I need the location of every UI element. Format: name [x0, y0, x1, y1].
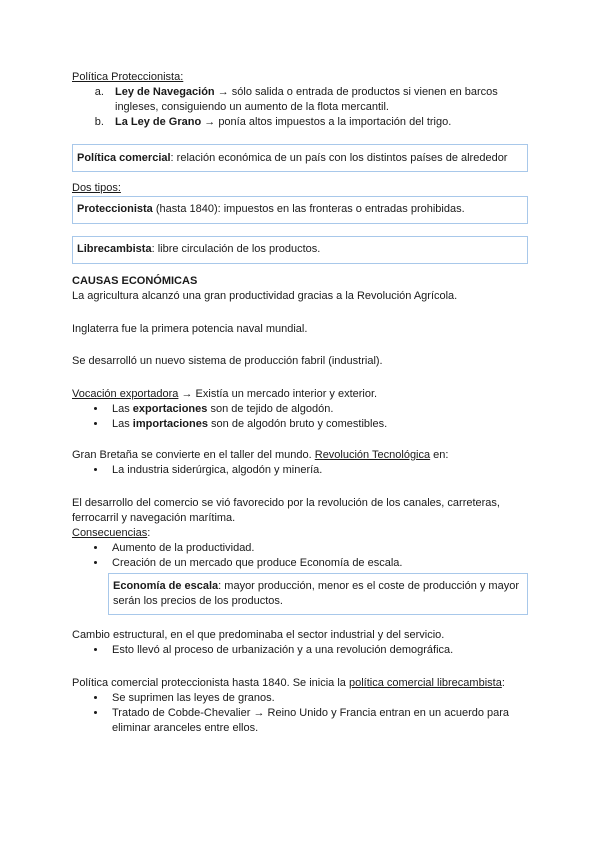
- list-item: • Esto llevó al proceso de urbanización y a una revolución demográfica.: [107, 643, 532, 658]
- list-item: b. La Ley de Grano → ponía altos impuestos a la importación del trigo.: [107, 115, 532, 130]
- section-heading-causas: CAUSAS ECONÓMICAS: [72, 275, 198, 287]
- consecuencias-title: Consecuencias:: [72, 527, 151, 539]
- definition-box-economia-escala: Economía de escala: mayor producción, menor es el coste de producción y mayor serán los precios de los productos.: [108, 573, 528, 615]
- list-item: • Creación de un mercado que produce Economía de escala.: [107, 556, 532, 571]
- consecuencias-list: [72, 541, 532, 571]
- paragraph: Inglaterra fue la primera potencia naval mundial.: [72, 323, 308, 335]
- vocacion-list: [72, 402, 532, 432]
- final-line: Política comercial proteccionista hasta 1840. Se inicia la política comercial librecambista:: [72, 677, 505, 689]
- gb-list: [72, 463, 532, 478]
- section-title-tipos: Dos tipos:: [72, 182, 121, 194]
- list-item: • Aumento de la productividad.: [107, 541, 532, 556]
- list-item: • Las importaciones son de algodón bruto y comestibles.: [107, 417, 532, 432]
- final-list: [72, 691, 532, 736]
- proteccionista-list: [72, 85, 532, 130]
- definition-box-politica-comercial: Política comercial: relación económica de un país con los distintos países de alrededor: [72, 144, 528, 172]
- politica-librecambista-link: política comercial librecambista: [348, 677, 502, 689]
- paragraph: La agricultura alcanzó una gran productividad gracias a la Revolución Agrícola.: [72, 290, 458, 302]
- gb-line: Gran Bretaña se convierte en el taller del mundo. Revolución Tecnológica en:: [72, 449, 449, 461]
- list-item: • La industria siderúrgica, algodón y minería.: [107, 463, 532, 478]
- definition-box-librecambista: Librecambista: libre circulación de los productos.: [72, 236, 528, 264]
- list-item: • Tratado de Cobde-Chevalier → Reino Unido y Francia entran en un acuerdo para eliminar aranceles entre ellos.: [107, 706, 532, 736]
- revolucion-tecnologica-link: Revolución Tecnológica: [314, 449, 431, 461]
- paragraph: Cambio estructural, en el que predominaba el sector industrial y del servicio.: [72, 629, 445, 641]
- document-page: [72, 70, 532, 736]
- definition-box-proteccionista: Proteccionista (hasta 1840): impuestos en las fronteras o entradas prohibidas.: [72, 196, 528, 224]
- list-item: • Las exportaciones son de tejido de algodón.: [107, 402, 532, 417]
- paragraph: El desarrollo del comercio se vió favorecido por la revolución de los canales, carreteras, ferrocarril y navegación marítima.: [72, 497, 500, 524]
- paragraph: Se desarrolló un nuevo sistema de producción fabril (industrial).: [72, 355, 383, 367]
- section-title-proteccionista: Política Proteccionista:: [72, 71, 184, 83]
- vocacion-line: Vocación exportadora → Existía un mercado interior y exterior.: [72, 388, 378, 400]
- list-item: a. Ley de Navegación → sólo salida o entrada de productos si vienen en barcos ingleses, consiguiendo un aumento de la flota mercantil.: [107, 85, 532, 115]
- list-item: • Se suprimen las leyes de granos.: [107, 691, 532, 706]
- cambio-list: [72, 643, 532, 658]
